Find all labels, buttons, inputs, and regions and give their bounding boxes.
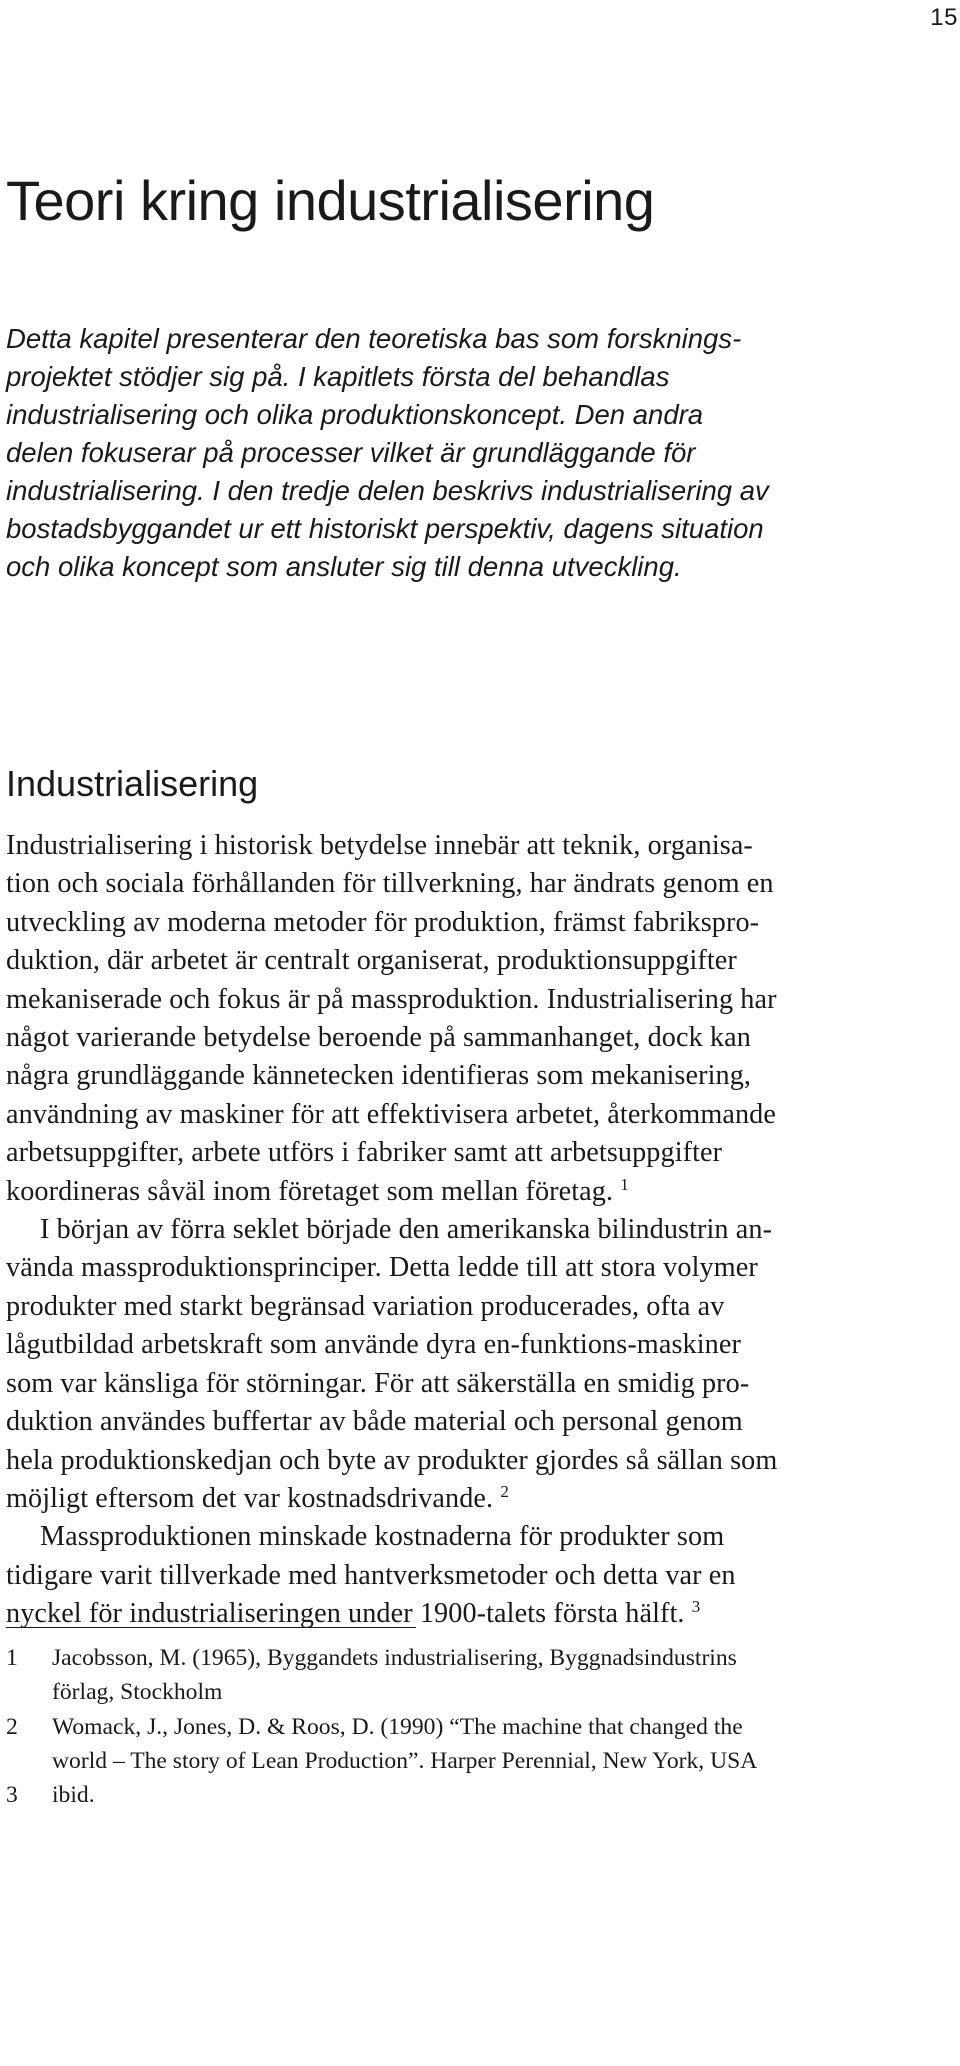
footnote-ref[interactable]: 1	[620, 1174, 629, 1194]
text-line: som var känsliga för störningar. För att säkerställa en smidig pro-	[6, 1367, 750, 1399]
section-heading: Industrialisering	[6, 763, 259, 804]
paragraph-3	[6, 1518, 960, 1633]
text-line: I början av förra seklet började den amerikanska bilindustrin an-	[40, 1214, 773, 1246]
page-number: 15	[930, 4, 958, 31]
text-line: duktion användes buffertar av både material och personal genom	[6, 1406, 743, 1438]
footnote-number: 1	[6, 1645, 18, 1671]
footnote-text: Jacobsson, M. (1965), Byggandets industrialisering, Byggnadsindustrins	[52, 1645, 737, 1671]
text-line: duktion, där arbetet är centralt organiserat, produktionsuppgifter	[6, 945, 737, 977]
text-line: utveckling av moderna metoder för produktion, främst fabrikspro-	[6, 906, 760, 938]
text-line-with-ref	[6, 1173, 960, 1211]
paragraph-2	[6, 1211, 960, 1518]
intro-line: industrialisering. I den tredje delen beskrivs industrialisering av	[6, 475, 769, 506]
text-line: vända massproduktionsprinciper. Detta ledde till att stora volymer	[6, 1252, 758, 1284]
text-line: något varierande betydelse beroende på sammanhanget, dock kan	[6, 1022, 751, 1054]
footnote-text: ibid.	[52, 1782, 95, 1809]
footnote-2	[6, 1710, 960, 1779]
text-line: koordineras såväl inom företaget som mellan företag.	[6, 1175, 614, 1207]
text-line: mekaniserade och fokus är på massproduktion. Industrialisering har	[6, 983, 777, 1015]
footnote-number: 2	[6, 1713, 18, 1740]
text-line: tion och sociala förhållanden för tillverkning, har ändrats genom en	[6, 868, 774, 900]
footnote-ref[interactable]: 3	[691, 1597, 701, 1617]
text-line: arbetsuppgifter, arbete utförs i fabriker samt att arbetsuppgifter	[6, 1137, 723, 1169]
intro-line: delen fokuserar på processer vilket är grundläggande för	[6, 437, 696, 468]
footnote-ref[interactable]: 2	[500, 1481, 509, 1501]
footnote-number: 3	[6, 1782, 18, 1809]
intro-line: och olika koncept som ansluter sig till denna utveckling.	[6, 551, 682, 582]
text-line: Industrialisering i historisk betydelse innebär att teknik, organisa-	[6, 830, 753, 861]
body-text	[6, 827, 960, 1634]
text-line: möjligt eftersom det var kostnadsdrivande.	[6, 1482, 494, 1514]
text-line: några grundläggande kännetecken identifieras som mekanisering,	[6, 1060, 752, 1092]
footnotes	[6, 1641, 960, 1812]
paragraph-1	[6, 827, 960, 1211]
intro-line: industrialisering och olika produktionskoncept. Den andra	[6, 399, 704, 430]
text-line-with-ref	[6, 1480, 960, 1518]
text-line: produkter med starkt begränsad variation producerades, ofta av	[6, 1290, 725, 1322]
chapter-title: Teori kring industrialisering	[6, 169, 655, 232]
text-line: tidigare varit tillverkade med hantverksmetoder och detta var en	[6, 1559, 736, 1591]
footnote-text: world – The story of Lean Production”. Harper Perennial, New York, USA	[52, 1747, 758, 1774]
intro-line: Detta kapitel presenterar den teoretiska bas som forsknings-	[6, 323, 742, 354]
footnote-divider	[6, 1627, 416, 1628]
text-line: Massproduktionen minskade kostnaderna för produkter som	[40, 1521, 725, 1553]
footnote-text: Womack, J., Jones, D. & Roos, D. (1990) “The machine that changed the	[52, 1713, 743, 1740]
text-line: nyckel för industrialiseringen under 1900-talets första hälft.	[6, 1598, 685, 1630]
footnote-text: förlag, Stockholm	[52, 1679, 223, 1706]
footnote-1	[6, 1641, 960, 1710]
chapter-intro	[6, 320, 960, 586]
text-line: användning av maskiner för att effektivisera arbetet, återkommande	[6, 1098, 776, 1130]
intro-line: projektet stödjer sig på. I kapitlets första del behandlas	[6, 361, 670, 392]
text-line: hela produktionskedjan och byte av produkter gjordes så sällan som	[6, 1444, 778, 1476]
text-line: lågutbildad arbetskraft som använde dyra en-funktions-maskiner	[6, 1329, 741, 1361]
intro-line: bostadsbyggandet ur ett historiskt perspektiv, dagens situation	[6, 513, 764, 544]
footnote-3	[6, 1778, 960, 1812]
